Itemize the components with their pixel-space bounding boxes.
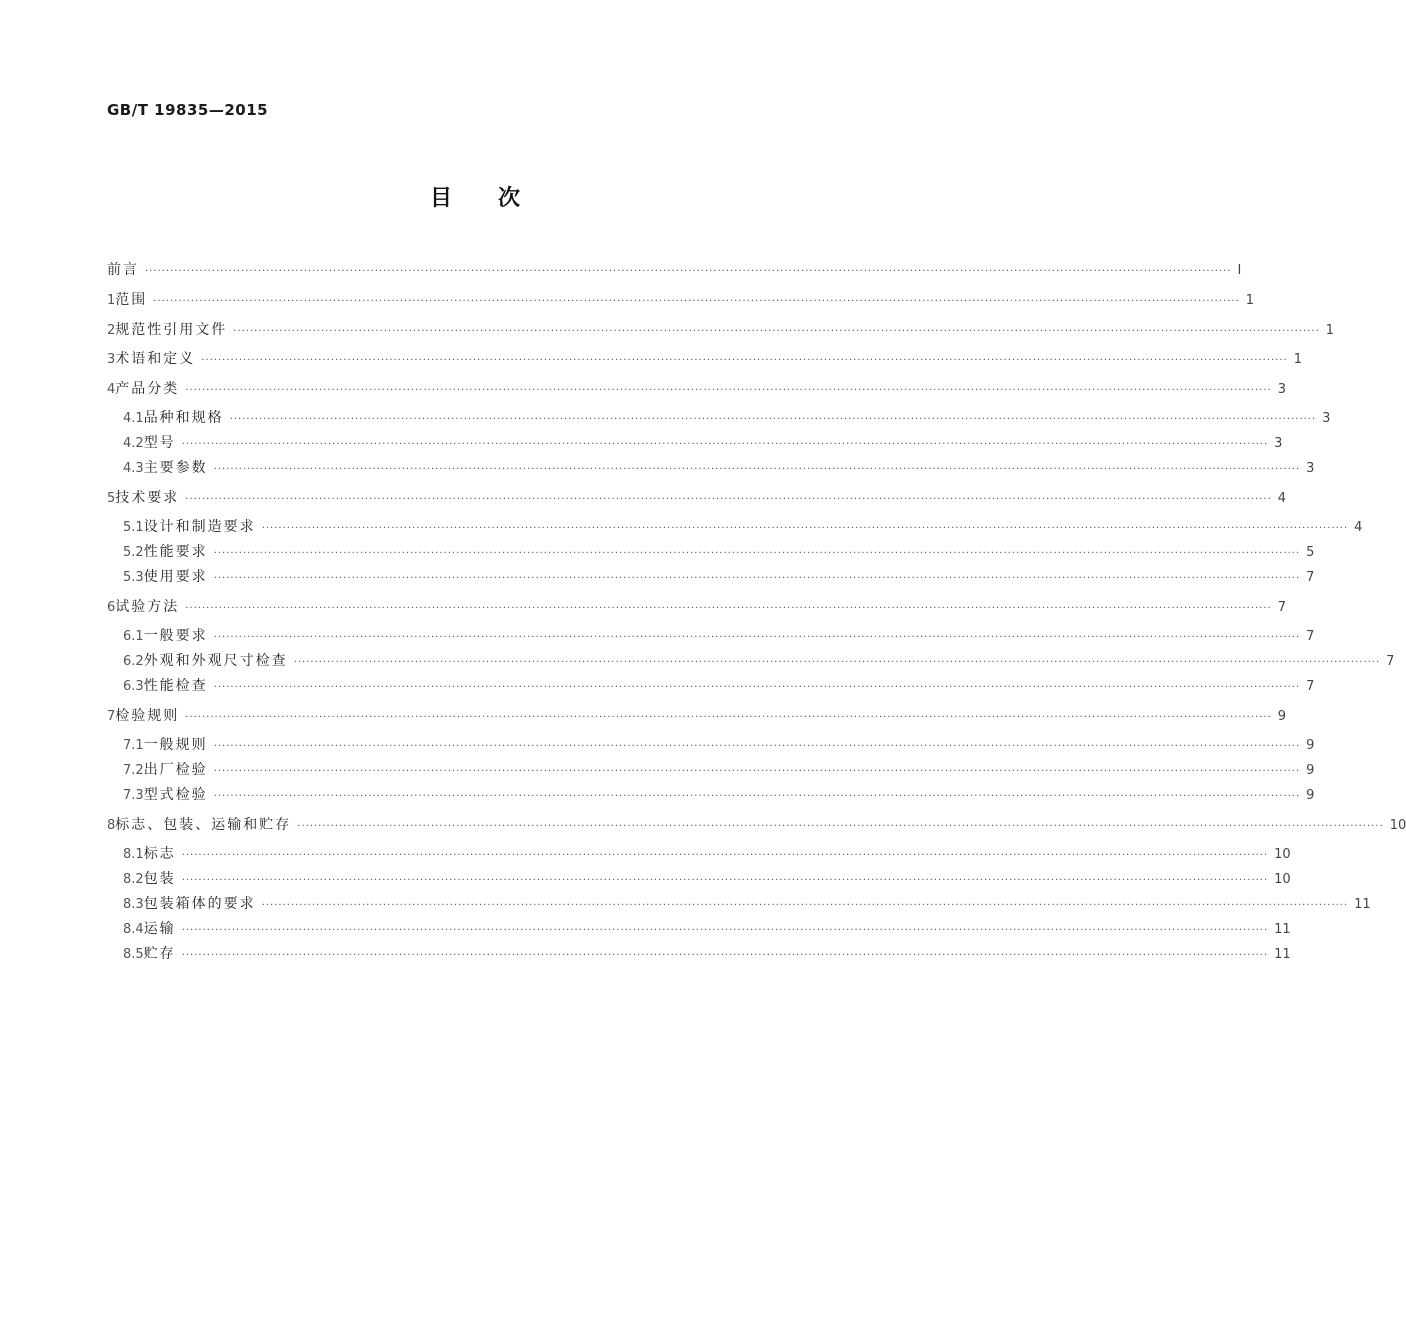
toc-entry-number: 5.2 (123, 545, 144, 560)
toc-leader-dots: ···································································································································································································································································· (153, 296, 1240, 307)
toc-entry[interactable] (123, 456, 1315, 480)
toc-entry-title: 检验规则 (115, 708, 180, 724)
toc-entry-number: 8 (107, 818, 116, 833)
toc-entry[interactable] (123, 892, 1371, 916)
toc-entry[interactable] (107, 318, 1335, 342)
toc-leader-dots: ···································································································································································································································································· (213, 682, 1301, 693)
toc-entry-title: 包装箱体的要求 (143, 896, 256, 912)
toc-leader-dots: ···································································································································································································································································· (181, 925, 1269, 936)
toc-entry-title: 包装 (143, 871, 176, 887)
toc-entry[interactable] (123, 758, 1315, 782)
toc-entry-page: 4 (1277, 491, 1287, 506)
toc-entry-title: 产品分类 (115, 381, 180, 397)
toc-entry-number: 6 (107, 600, 116, 615)
toc-leader-dots: ···································································································································································································································································· (185, 603, 1272, 614)
toc-entry-number: 8.5 (123, 947, 144, 962)
toc-entry-title: 技术要求 (115, 490, 180, 506)
toc-entry-page: 7 (1306, 679, 1315, 694)
toc-entry[interactable] (123, 942, 1291, 966)
toc-leader-dots: ···································································································································································································································································· (213, 548, 1301, 559)
toc-entry[interactable] (123, 733, 1315, 757)
toc-entry-number: 1 (107, 293, 116, 308)
toc-entry-number: 7.2 (123, 763, 144, 778)
toc-entry-title: 术语和定义 (115, 351, 196, 367)
toc-entry-page: 10 (1389, 818, 1406, 833)
toc-entry-number: 4.2 (123, 436, 144, 451)
toc-entry[interactable] (107, 347, 1303, 371)
toc-entry-title: 品种和规格 (143, 410, 224, 426)
toc-leader-dots: ···································································································································································································································································· (181, 439, 1269, 450)
toc-entry[interactable] (123, 842, 1291, 866)
toc-leader-dots: ···································································································································································································································································· (297, 821, 1384, 832)
toc-entry[interactable] (123, 624, 1315, 648)
toc-entry-page: 5 (1306, 545, 1315, 560)
toc-entry-number: 8.1 (123, 847, 144, 862)
toc-leader-dots: ···································································································································································································································································· (213, 632, 1301, 643)
toc-entry[interactable] (123, 783, 1315, 807)
toc-entry-title: 运输 (143, 921, 176, 937)
toc-entry-title: 性能要求 (143, 544, 208, 560)
toc-entry-title: 标志、包装、运输和贮存 (115, 817, 292, 833)
toc-entry-number: 7.1 (123, 738, 144, 753)
toc-entry[interactable] (123, 406, 1331, 430)
toc-entry-title: 贮存 (143, 946, 176, 962)
toc-leader-dots: ···································································································································································································································································· (181, 950, 1269, 961)
toc-leader-dots: ···································································································································································································································································· (185, 494, 1272, 505)
toc-entry-page: 11 (1274, 922, 1291, 937)
toc-entry-title: 前言 (107, 262, 139, 278)
toc-entry-title: 规范性引用文件 (115, 322, 228, 338)
toc-entry-title: 一般要求 (143, 628, 208, 644)
toc-entry-page: 1 (1293, 352, 1303, 367)
toc-entry-page: 3 (1322, 411, 1331, 426)
toc-entry-number: 4.1 (123, 411, 144, 426)
toc-entry[interactable] (107, 486, 1287, 510)
toc-entry-title: 主要参数 (143, 460, 208, 476)
toc-entry-number: 8.4 (123, 922, 144, 937)
toc-entry-number: 4.3 (123, 461, 144, 476)
toc-leader-dots: ···································································································································································································································································· (145, 266, 1232, 277)
toc-entry-page: 3 (1274, 436, 1283, 451)
toc-entry[interactable] (107, 813, 1406, 837)
toc-entry-number: 6.3 (123, 679, 144, 694)
toc-entry-title: 范围 (115, 292, 148, 308)
page-title: 目次 (429, 185, 566, 211)
toc-entry-number: 3 (107, 352, 116, 367)
toc-entry-number: 4 (107, 382, 116, 397)
toc-entry-page: 9 (1306, 788, 1315, 803)
toc-leader-dots: ···································································································································································································································································· (213, 766, 1301, 777)
toc-entry[interactable] (123, 540, 1315, 564)
toc-entry-page: 7 (1306, 570, 1315, 585)
toc-leader-dots: ···································································································································································································································································· (213, 741, 1301, 752)
toc-entry[interactable] (123, 431, 1283, 455)
toc-leader-dots: ···································································································································································································································································· (213, 791, 1301, 802)
toc-entry-number: 7 (107, 709, 116, 724)
toc-entry-title: 标志 (143, 846, 176, 862)
toc-entry-title: 出厂检验 (143, 762, 208, 778)
toc-entry[interactable] (107, 595, 1287, 619)
toc-entry-number: 7.3 (123, 788, 144, 803)
toc-entry-page: 1 (1325, 323, 1335, 338)
toc-leader-dots: ···································································································································································································································································· (261, 900, 1349, 911)
toc-leader-dots: ···································································································································································································································································· (185, 712, 1272, 723)
toc-entry-number: 5.1 (123, 520, 144, 535)
toc-leader-dots: ···································································································································································································································································· (213, 573, 1301, 584)
toc-leader-dots: ···································································································································································································································································· (185, 385, 1272, 396)
toc-leader-dots: ···································································································································································································································································· (261, 523, 1349, 534)
toc-entry[interactable] (123, 515, 1363, 539)
toc-entry-title: 型号 (143, 435, 176, 451)
toc-leader-dots: ···································································································································································································································································· (201, 355, 1288, 366)
toc-entry-page: 10 (1274, 847, 1291, 862)
toc-entry[interactable] (123, 867, 1291, 891)
toc-entry-title: 一般规则 (143, 737, 208, 753)
toc-entry-title: 外观和外观尺寸检查 (143, 653, 288, 669)
toc-entry-title: 性能检查 (143, 678, 208, 694)
toc-leader-dots: ···································································································································································································································································· (293, 657, 1381, 668)
toc-entry[interactable] (107, 258, 1242, 282)
toc-entry-number: 8.2 (123, 872, 144, 887)
toc-entry[interactable] (107, 704, 1287, 728)
toc-entry-title: 试验方法 (115, 599, 180, 615)
toc-entry-title: 设计和制造要求 (143, 519, 256, 535)
toc-entry-page: 3 (1306, 461, 1315, 476)
toc-entry-page: 3 (1277, 382, 1287, 397)
toc-entry-page: 11 (1274, 947, 1291, 962)
toc-leader-dots: ···································································································································································································································································· (213, 464, 1301, 475)
toc-entry-number: 2 (107, 323, 116, 338)
toc-entry-page: 1 (1245, 293, 1255, 308)
toc-entry[interactable] (123, 917, 1291, 941)
toc-entry-page: Ⅰ (1237, 263, 1242, 278)
toc-entry-number: 5.3 (123, 570, 144, 585)
toc-entry-number: 6.1 (123, 629, 144, 644)
toc-entry-number: 8.3 (123, 897, 144, 912)
toc-entry-number: 6.2 (123, 654, 144, 669)
toc-entry-title: 型式检验 (143, 787, 208, 803)
toc-entry[interactable] (123, 565, 1315, 589)
toc-entry-page: 10 (1274, 872, 1291, 887)
toc-leader-dots: ···································································································································································································································································· (181, 875, 1269, 886)
standard-code: GB/T 19835—2015 (107, 101, 269, 119)
toc-entry[interactable] (107, 288, 1255, 312)
toc-entry-page: 9 (1306, 738, 1315, 753)
toc-entry-page: 7 (1277, 600, 1287, 615)
toc-entry[interactable] (107, 377, 1287, 401)
toc-leader-dots: ···································································································································································································································································· (229, 414, 1317, 425)
toc-entry-title: 使用要求 (143, 569, 208, 585)
toc-entry-page: 7 (1386, 654, 1395, 669)
toc-entry-page: 4 (1354, 520, 1363, 535)
toc-leader-dots: ···································································································································································································································································· (233, 326, 1320, 337)
toc-entry-page: 9 (1306, 763, 1315, 778)
toc-entry[interactable] (123, 674, 1315, 698)
toc-leader-dots: ···································································································································································································································································· (181, 850, 1269, 861)
toc-entry-page: 7 (1306, 629, 1315, 644)
toc-entry[interactable] (123, 649, 1395, 673)
toc-entry-page: 9 (1277, 709, 1287, 724)
toc-entry-number: 5 (107, 491, 116, 506)
toc-entry-page: 11 (1354, 897, 1371, 912)
